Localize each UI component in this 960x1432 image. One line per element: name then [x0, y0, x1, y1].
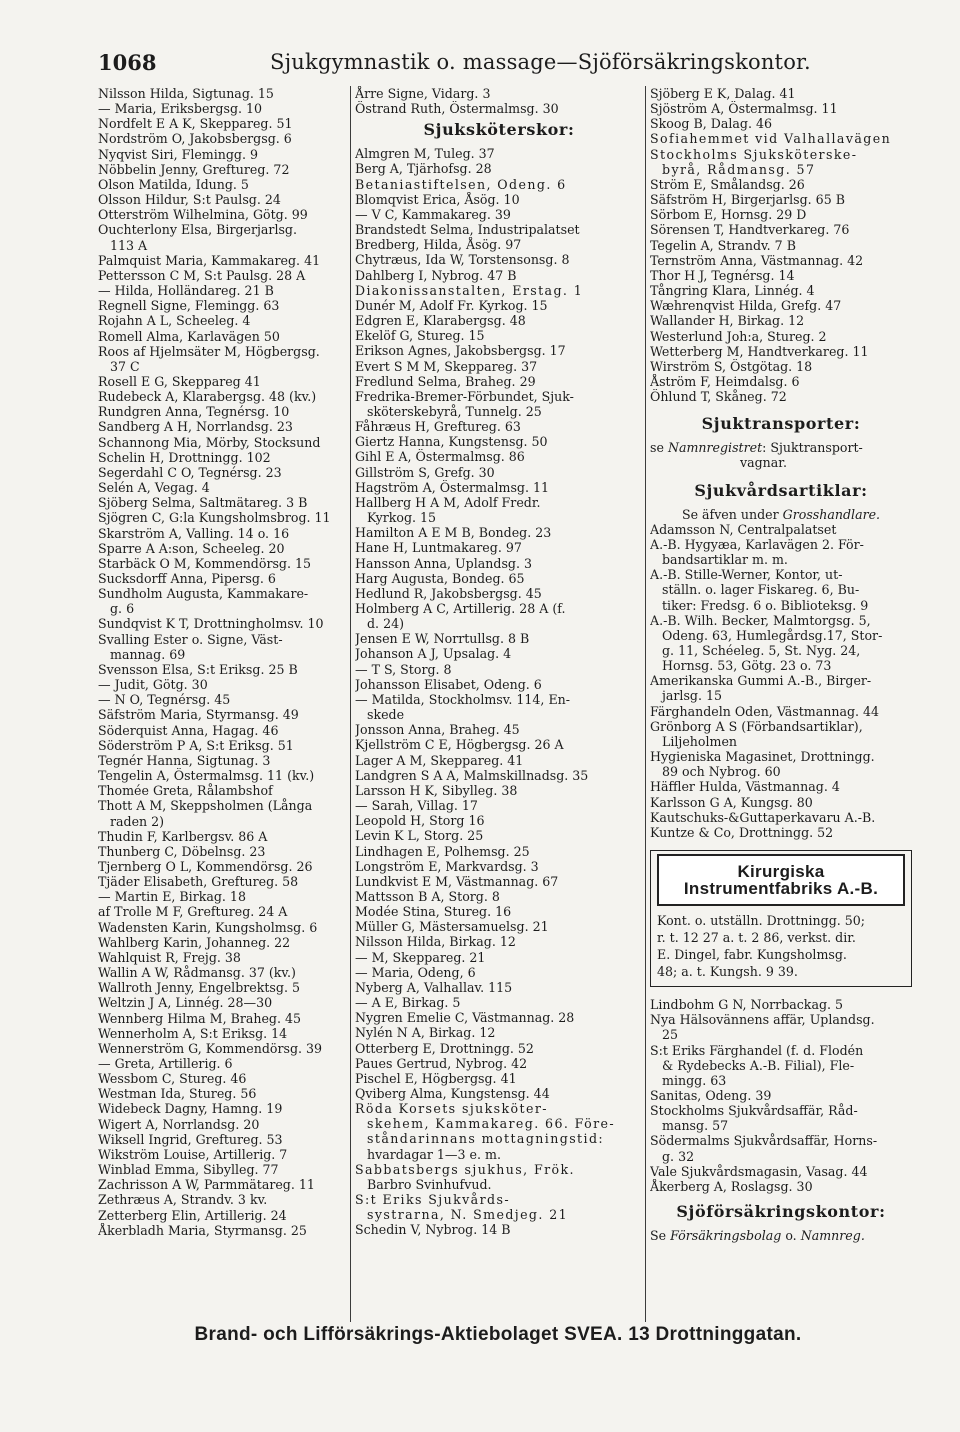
- list-entry: Rosell E G, Skeppareg 41: [98, 373, 261, 389]
- list-entry: af Trolle M F, Greftureg. 24 A: [98, 904, 288, 920]
- list-entry: Söderström P A, S:t Eriksg. 51: [98, 737, 294, 753]
- articles-see-ref: Grosshandlare.: [782, 506, 881, 522]
- list-entry: Fredrika-Bremer-Förbundet, Sjuk-: [355, 388, 574, 404]
- list-entry: Wallander H, Birkag. 12: [650, 313, 805, 329]
- list-entry: Longström E, Markvardsg. 3: [355, 858, 539, 874]
- list-entry: Sabbatsbergs sjukhus, Frök.: [355, 1161, 575, 1177]
- list-entry: Schelin H, Drottningg. 102: [98, 449, 271, 465]
- list-entry: Färghandeln Oden, Västmannag. 44: [650, 703, 880, 719]
- list-entry: Evert S M M, Skeppareg. 37: [355, 358, 538, 374]
- list-entry: Tegnér Hanna, Sigtunag. 3: [98, 752, 271, 768]
- list-entry: Nordfelt E A K, Skeppareg. 51: [98, 116, 293, 132]
- list-entry: Zachrisson A W, Parmmätareg. 11: [98, 1177, 315, 1193]
- list-entry: Levin K L, Storg. 25: [355, 828, 484, 844]
- transport-note: [650, 440, 912, 455]
- list-entry: Westerlund Joh:a, Stureg. 2: [650, 328, 827, 344]
- transport-rest: : Sjuktransport-: [762, 440, 863, 456]
- list-entry: Rudebeck A, Klarabergsg. 48 (kv.): [98, 389, 317, 405]
- list-entry: skehem, Kammakareg. 66. Före-: [367, 1116, 616, 1132]
- list-entry: g. 6: [110, 601, 135, 617]
- list-entry: Wennberg Hilma M, Braheg. 45: [98, 1010, 302, 1026]
- list-entry: S:t Eriks Sjukvårds-: [355, 1192, 510, 1208]
- list-entry: Stockholms Sjuksköterske-: [650, 146, 858, 162]
- list-entry: bandsartiklar m. m.: [662, 552, 788, 568]
- list-entry: — Greta, Artillerig. 6: [98, 1056, 233, 1071]
- list-entry: Nya Hälsovännens affär, Uplandsg.: [650, 1012, 875, 1028]
- list-entry: ståndarinnans mottagningstid:: [367, 1131, 605, 1147]
- list-entry: Sofiahemmet vid Valhallavägen: [650, 131, 892, 147]
- list-entry: Söderquist Anna, Hagag. 46: [98, 722, 279, 738]
- advertisement-box: [650, 850, 912, 987]
- list-entry: mansg. 57: [662, 1118, 729, 1134]
- list-entry: Wadensten Karin, Kungsholmsg. 6: [98, 919, 318, 935]
- list-entry: — Hilda, Holländareg. 21 B: [98, 283, 274, 299]
- list-entry: Grönborg A S (Förbandsartiklar),: [650, 718, 863, 734]
- list-entry: Kuntze & Co, Drottningg. 52: [650, 824, 834, 840]
- list-entry: Ekelöf G, Stureg. 15: [355, 328, 485, 344]
- articles-see-prefix: Se äfven under: [681, 506, 779, 522]
- list-entry: Qviberg Alma, Kungstensg. 44: [355, 1086, 550, 1101]
- list-entry: Hagström A, Östermalmsg. 11: [355, 479, 550, 495]
- list-entry: — M, Skeppareg. 21: [355, 949, 486, 965]
- list-entry: Lager A M, Skeppareg. 41: [355, 752, 524, 768]
- list-entry: g. 11, Schéeleg. 5, St. Nyg. 24,: [662, 643, 861, 658]
- list-entry: Thott A M, Skeppsholmen (Långa: [98, 798, 313, 814]
- list-entry: Sparre A A:son, Scheeleg. 20: [98, 540, 285, 556]
- list-entry: r. t. 12 27 a. t. 2 86, verkst. dir.: [657, 930, 856, 946]
- list-entry: Mattsson B A, Storg. 8: [355, 888, 500, 904]
- list-entry: raden 2): [110, 813, 165, 829]
- list-entry: E. Dingel, fabr. Kungsholmsg.: [657, 947, 847, 963]
- list-entry: Rundgren Anna, Tegnérsg. 10: [98, 404, 290, 420]
- list-entry: Ouchterlony Elsa, Birgerjarlsg.: [98, 222, 297, 238]
- list-entry: Weltzin J A, Linnég. 28—30: [98, 995, 273, 1011]
- list-entry: Diakonissanstalten, Erstag. 1: [355, 282, 584, 298]
- list-entry: Kjellström C E, Högbergsg. 26 A: [355, 737, 564, 753]
- list-entry: Roos af Hjelmsäter M, Högbergsg.: [98, 343, 320, 359]
- list-entry: Thor H J, Tegnérsg. 14: [650, 267, 795, 283]
- section-heading-insurance: Sjöförsäkringskontor:: [676, 1202, 886, 1222]
- list-entry: Fredlund Selma, Braheg. 29: [355, 373, 536, 389]
- list-entry: sköterskebyrå, Tunnelg. 25: [367, 403, 542, 419]
- list-entry: Odeng. 63, Humlegårdsg.17, Stor-: [662, 627, 883, 643]
- list-entry: Hedlund R, Jakobsbergsg. 45: [355, 585, 542, 601]
- list-entry: g. 32: [662, 1148, 695, 1164]
- advertisement-banner: Kirurgiska Instrumentfabriks A.-B.: [657, 854, 905, 906]
- page-title: Sjukgymnastik o. massage—Sjöförsäkringskontor.: [270, 50, 811, 74]
- list-entry: Blomqvist Erica, Åsög. 10: [355, 191, 520, 207]
- list-entry: Barbro Svinhufvud.: [367, 1176, 492, 1192]
- list-entry: Sörensen T, Handtverkareg. 76: [650, 222, 850, 238]
- list-entry: Zetterberg Elin, Artillerig. 24: [98, 1207, 287, 1223]
- list-entry: d. 24): [367, 616, 405, 632]
- list-entry: Hygieniska Magasinet, Drottningg.: [650, 749, 875, 765]
- list-entry: & Rydebecks A.-B. Filial), Fle-: [662, 1057, 855, 1073]
- list-entry: Jensen E W, Norrtullsg. 8 B: [355, 631, 530, 647]
- list-entry: Wallin A W, Rådmansg. 37 (kv.): [98, 965, 296, 981]
- list-entry: Kont. o. utställn. Drottningg. 50;: [657, 913, 866, 929]
- list-entry: skede: [367, 707, 405, 723]
- list-entry: Gillström S, Grefg. 30: [355, 464, 495, 480]
- list-entry: Lindhagen E, Polhemsg. 25: [355, 843, 530, 859]
- list-entry: 37 C: [110, 358, 140, 374]
- list-entry: Tjernberg O L, Kommendörsg. 26: [98, 858, 313, 874]
- list-entry: systrarna, N. Smedjeg. 21: [367, 1207, 569, 1223]
- list-entry: Wirström S, Östgötag. 18: [650, 358, 813, 374]
- list-entry: Sjöström A, Östermalmsg. 11: [650, 101, 838, 117]
- column-2: [355, 86, 643, 1238]
- transport-ref: Namnregistret: [667, 440, 763, 456]
- list-entry: — V C, Kammakareg. 39: [355, 206, 511, 222]
- list-entry: Åkerbladh Maria, Styrmansg. 25: [98, 1222, 307, 1238]
- column-2-top-entries: [355, 86, 643, 116]
- list-entry: — Sarah, Villag. 17: [355, 798, 478, 814]
- list-entry: Johansson Elisabet, Odeng. 6: [355, 676, 542, 692]
- list-entry: S:t Eriks Färghandel (f. d. Flodén: [650, 1042, 864, 1058]
- column-3-after-ad-entries: [650, 997, 912, 1194]
- list-entry: Edgren E, Klarabergsg. 48: [355, 313, 526, 329]
- list-entry: Nyqvist Siri, Flemingg. 9: [98, 146, 259, 162]
- list-entry: mingg. 63: [662, 1072, 727, 1088]
- list-entry: Pischel E, Högbergsg. 41: [355, 1070, 517, 1086]
- list-entry: Thomée Greta, Rålambshof: [98, 783, 273, 799]
- section-heading-nurses: Sjuksköterskor:: [423, 120, 575, 140]
- list-entry: Leopold H, Storg 16: [355, 813, 485, 829]
- list-entry: mannag. 69: [110, 646, 186, 662]
- list-entry: Årre Signe, Vidarg. 3: [355, 86, 491, 101]
- list-entry: Almgren M, Tuleg. 37: [355, 146, 495, 162]
- list-entry: Vale Sjukvårdsmagasin, Vasag. 44: [650, 1163, 868, 1179]
- list-entry: Wennerström G, Kommendörsg. 39: [98, 1040, 323, 1056]
- list-entry: Thunberg C, Döbelnsg. 23: [98, 843, 266, 859]
- list-entry: Olsson Hildur, S:t Paulsg. 24: [98, 192, 281, 208]
- insurance-ref-1: Försäkringsbolag: [670, 1228, 782, 1244]
- list-entry: Hallberg H A M, Adolf Fredr.: [355, 494, 541, 510]
- list-entry: Skoog B, Dalag. 46: [650, 116, 772, 132]
- list-entry: Öhlund T, Skåneg. 72: [650, 389, 787, 405]
- list-entry: Schedin V, Nybrog. 14 B: [355, 1222, 511, 1238]
- list-entry: Johanson A J, Upsalag. 4: [355, 646, 512, 662]
- list-entry: hvardagar 1—3 e. m.: [367, 1146, 501, 1162]
- list-entry: — N O, Tegnérsg. 45: [98, 692, 231, 708]
- list-entry: Segerdahl C O, Tegnérsg. 23: [98, 464, 282, 480]
- list-entry: Erikson Agnes, Jakobsbergsg. 17: [355, 343, 566, 359]
- list-entry: ställn. o. lager Fiskareg. 6, Bu-: [662, 582, 860, 598]
- list-entry: Amerikanska Gummi A.-B., Birger-: [650, 673, 872, 689]
- list-entry: — Matilda, Stockholmsv. 114, En-: [355, 691, 571, 707]
- list-entry: Lindbohm G N, Norrbackag. 5: [650, 997, 844, 1013]
- list-entry: Skarström A, Valling. 14 o. 16: [98, 525, 290, 541]
- list-entry: A.-B. Wilh. Becker, Malmtorgsg. 5,: [650, 612, 871, 628]
- list-entry: Sucksdorff Anna, Pipersg. 6: [98, 571, 276, 586]
- list-entry: Sandberg A H, Norrlandsg. 23: [98, 419, 293, 435]
- list-entry: tiker: Fredsg. 6 o. Biblioteksg. 9: [662, 597, 869, 613]
- list-entry: Paues Gertrud, Nybrog. 42: [355, 1055, 528, 1071]
- section-heading-articles: Sjukvårdsartiklar:: [694, 480, 868, 500]
- list-entry: Gihl E A, Östermalmsg. 86: [355, 449, 525, 465]
- list-entry: Hamilton A E M B, Bondeg. 23: [355, 525, 552, 541]
- list-entry: Ternström Anna, Västmannag. 42: [650, 252, 864, 268]
- list-entry: Stockholms Sjukvårdsaffär, Råd-: [650, 1103, 858, 1119]
- list-entry: Olson Matilda, Idung. 5: [98, 176, 249, 192]
- column-divider-1: [350, 86, 351, 1322]
- insurance-ref-2: Namnreg.: [800, 1228, 865, 1244]
- list-entry: Wæhrenqvist Hilda, Grefg. 47: [650, 298, 842, 314]
- list-entry: 48; a. t. Kungsh. 9 39.: [657, 964, 798, 980]
- list-entry: Svalling Ester o. Signe, Väst-: [98, 631, 283, 647]
- list-entry: Schannong Mia, Mörby, Stocksund: [98, 434, 321, 450]
- list-entry: Karlsson G A, Kungsg. 80: [650, 794, 813, 810]
- list-entry: — T S, Storg. 8: [355, 661, 452, 677]
- list-entry: Wetterberg M, Handtverkareg. 11: [650, 343, 869, 359]
- list-entry: Sörbom E, Hornsg. 29 D: [650, 207, 807, 223]
- list-entry: Wikström Louise, Artillerig. 7: [98, 1146, 288, 1162]
- transport-note-2: vagnar.: [740, 455, 787, 471]
- list-entry: Rojahn A L, Scheeleg. 4: [98, 313, 251, 329]
- articles-see-also: [650, 507, 912, 522]
- list-entry: Åström F, Heimdalsg. 6: [650, 373, 800, 389]
- list-entry: Liljeholmen: [662, 733, 738, 749]
- list-entry: Palmquist Maria, Kammakareg. 41: [98, 252, 321, 268]
- list-entry: 25: [662, 1027, 679, 1043]
- list-entry: Svensson Elsa, S:t Eriksg. 25 B: [98, 661, 298, 677]
- list-entry: byrå, Rådmansg. 57: [662, 161, 816, 177]
- list-entry: Holmberg A C, Artillerig. 28 A (f.: [355, 601, 566, 616]
- list-entry: Tjäder Elisabeth, Greftureg. 58: [98, 874, 299, 890]
- list-entry: Nordström O, Jakobsbergsg. 6: [98, 131, 292, 147]
- list-entry: Müller G, Mästersamuelsg. 21: [355, 919, 549, 935]
- list-entry: Winblad Emma, Sibylleg. 77: [98, 1162, 279, 1178]
- list-entry: Säfström H, Birgerjarlsg. 65 B: [650, 192, 845, 208]
- column-divider-2: [645, 86, 646, 1322]
- list-entry: Hane H, Luntmakareg. 97: [355, 540, 522, 556]
- list-entry: Säfström Maria, Styrmansg. 49: [98, 707, 299, 723]
- list-entry: Wessbom C, Stureg. 46: [98, 1071, 247, 1087]
- list-entry: Modée Stina, Stureg. 16: [355, 904, 512, 920]
- list-entry: Sundholm Augusta, Kammakare-: [98, 586, 309, 602]
- articles-entries: [650, 522, 912, 840]
- list-entry: Otterström Wilhelmina, Götg. 99: [98, 207, 308, 223]
- list-entry: Röda Korsets sjuksköter-: [355, 1101, 548, 1117]
- list-entry: Kautschuks-&Guttaperkavaru A.-B.: [650, 809, 876, 825]
- list-entry: Betaniastiftelsen, Odeng. 6: [355, 176, 567, 192]
- list-entry: Nilsson Hilda, Sigtunag. 15: [98, 86, 274, 101]
- list-entry: Östrand Ruth, Östermalmsg. 30: [355, 101, 559, 117]
- list-entry: Harg Augusta, Bondeg. 65: [355, 570, 525, 586]
- list-entry: — Maria, Eriksbergsg. 10: [98, 101, 263, 117]
- insurance-note: [650, 1228, 912, 1243]
- transport-prefix: se: [650, 440, 664, 456]
- list-entry: Sjöberg E K, Dalag. 41: [650, 86, 796, 101]
- list-entry: Nilsson Hilda, Birkag. 12: [355, 934, 516, 950]
- list-entry: Sjögren C, G:la Kungsholmsbrog. 11: [98, 510, 331, 526]
- column-2-entries: [355, 146, 643, 1237]
- list-entry: Dahlberg I, Nybrog. 47 B: [355, 267, 517, 283]
- list-entry: Pettersson C M, S:t Paulsg. 28 A: [98, 267, 306, 283]
- list-entry: Berg A, Tjärhofsg. 28: [355, 161, 492, 177]
- list-entry: Wahlquist R, Frejg. 38: [98, 949, 241, 965]
- list-entry: A.-B. Stille-Werner, Kontor, ut-: [650, 567, 843, 583]
- list-entry: Kyrkog. 15: [367, 510, 437, 526]
- list-entry: Dunér M, Adolf Fr. Kyrkog. 15: [355, 297, 548, 313]
- list-entry: Hansson Anna, Uplandsg. 3: [355, 555, 532, 571]
- list-entry: Wiksell Ingrid, Greftureg. 53: [98, 1131, 283, 1147]
- list-entry: jarlsg. 15: [662, 688, 723, 704]
- list-entry: Tångring Klara, Linnég. 4: [650, 283, 815, 299]
- insurance-mid: o.: [785, 1228, 797, 1244]
- column-3: [650, 86, 912, 1243]
- list-entry: Jonsson Anna, Braheg. 45: [355, 722, 520, 738]
- advertisement-lines: [657, 912, 905, 980]
- column-1: [98, 86, 348, 1238]
- list-entry: Tengelin A, Östermalmsg. 11 (kv.): [98, 768, 315, 784]
- list-entry: Wahlberg Karin, Johanneg. 22: [98, 934, 291, 950]
- list-entry: — Judit, Götg. 30: [98, 677, 208, 693]
- insurance-prefix: Se: [650, 1228, 667, 1244]
- list-entry: 89 och Nybrog. 60: [662, 764, 781, 780]
- list-entry: Lundkvist E M, Västmannag. 67: [355, 873, 559, 889]
- section-heading-transport: Sjuktransporter:: [701, 414, 861, 434]
- list-entry: Zethræus A, Strandv. 3 kv.: [98, 1192, 268, 1208]
- page-number: 1068: [98, 50, 157, 75]
- list-entry: Nöbbelin Jenny, Greftureg. 72: [98, 161, 290, 177]
- list-entry: Wallroth Jenny, Engelbrektsg. 5: [98, 980, 300, 996]
- list-entry: Romell Alma, Karlavägen 50: [98, 328, 280, 344]
- list-entry: Westman Ida, Stureg. 56: [98, 1086, 257, 1102]
- list-entry: Wigert A, Norrlandsg. 20: [98, 1116, 260, 1132]
- list-entry: Fåhræus H, Greftureg. 63: [355, 419, 521, 435]
- column-3-top-entries: [650, 86, 912, 404]
- list-entry: Sjöberg Selma, Saltmätareg. 3 B: [98, 495, 308, 511]
- list-entry: Bredberg, Hilda, Åsög. 97: [355, 237, 522, 253]
- list-entry: Widebeck Dagny, Hamng. 19: [98, 1101, 283, 1117]
- list-entry: Nygren Emelie C, Västmannag. 28: [355, 1010, 575, 1026]
- list-entry: — A E, Birkag. 5: [355, 995, 461, 1011]
- list-entry: Hornsg. 53, Götg. 23 o. 73: [662, 658, 832, 674]
- list-entry: — Maria, Odeng, 6: [355, 964, 476, 980]
- list-entry: Regnell Signe, Flemingg. 63: [98, 298, 280, 314]
- list-entry: Wennerholm A, S:t Eriksg. 14: [98, 1025, 288, 1041]
- list-entry: Giertz Hanna, Kungstensg. 50: [355, 434, 548, 450]
- list-entry: Häffler Hulda, Västmannag. 4: [650, 779, 840, 795]
- list-entry: Tegelin A, Strandv. 7 B: [650, 237, 796, 253]
- list-entry: Sanitas, Odeng. 39: [650, 1087, 772, 1103]
- page-header: [98, 44, 900, 84]
- list-entry: Brandstedt Selma, Industripalatset: [355, 222, 580, 238]
- list-entry: Ström E, Smålandsg. 26: [650, 176, 805, 192]
- list-entry: Åkerberg A, Roslagsg. 30: [650, 1178, 813, 1194]
- list-entry: Nyberg A, Valhallav. 115: [355, 979, 513, 995]
- list-entry: 113 A: [110, 237, 148, 253]
- list-entry: Chytræus, Ida W, Torstensonsg. 8: [355, 252, 570, 268]
- list-entry: Starbäck O M, Kommendörsg. 15: [98, 555, 312, 571]
- list-entry: Adamsson N, Centralpalatset: [650, 521, 837, 537]
- list-entry: Otterberg E, Drottningg. 52: [355, 1040, 534, 1056]
- list-entry: Sundqvist K T, Drottningholmsv. 10: [98, 616, 324, 632]
- footer-advertisement: Brand- och Lifförsäkrings-Aktiebolaget SVEA. 13 Drottninggatan.: [194, 1324, 802, 1345]
- list-entry: Landgren S A A, Malmskillnadsg. 35: [355, 767, 589, 783]
- list-entry: Thudin F, Karlbergsv. 86 A: [98, 828, 268, 844]
- list-entry: A.-B. Hygyæa, Karlavägen 2. För-: [650, 536, 864, 552]
- list-entry: — Martin E, Birkag. 18: [98, 889, 246, 905]
- list-entry: Selén A, Vegag. 4: [98, 480, 210, 496]
- list-entry: Larsson H K, Sibylleg. 38: [355, 782, 518, 798]
- list-entry: Nylén N A, Birkag. 12: [355, 1025, 496, 1041]
- list-entry: Södermalms Sjukvårdsaffär, Horns-: [650, 1133, 878, 1149]
